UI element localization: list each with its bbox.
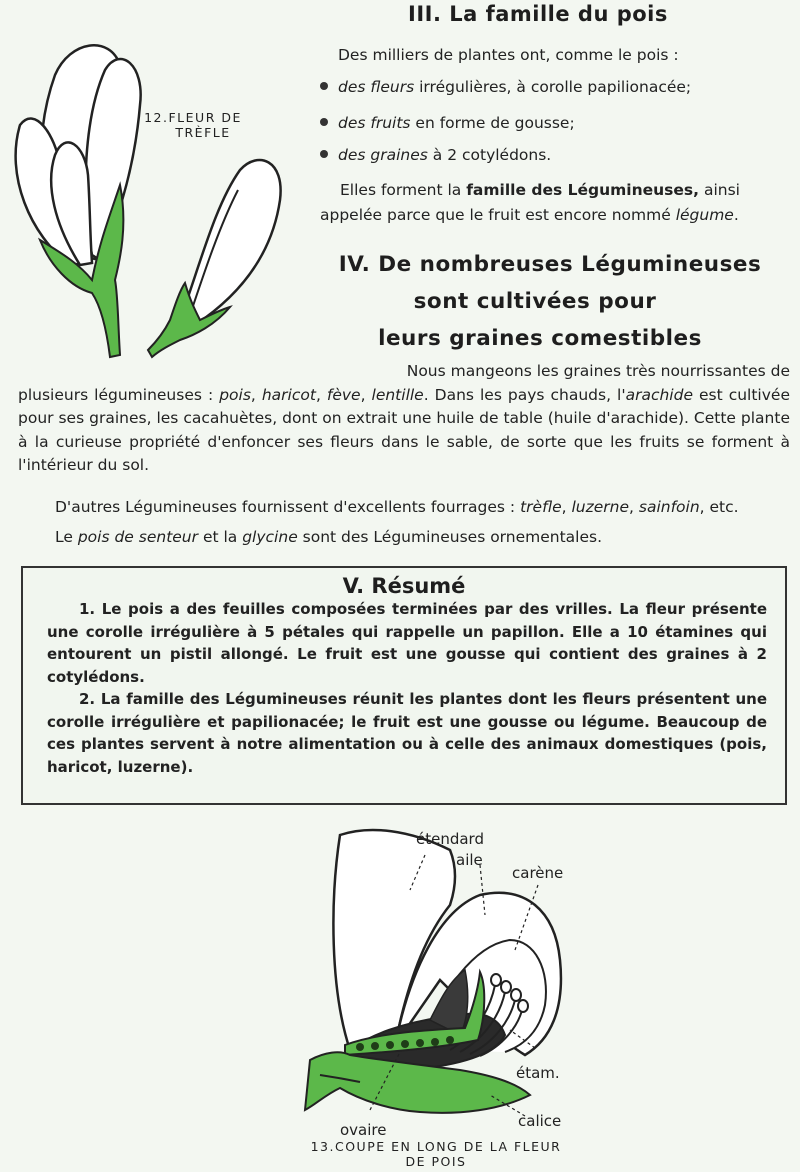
p3-pois-de-senteur: pois de senteur [77,528,199,546]
conclusion-text: Elles forment la [340,181,467,199]
section-4-title-line1: IV. De nombreuses Légumineuses [338,252,762,277]
p1-pois: pois [219,385,251,404]
resume-box [21,566,787,805]
section-4-paragraph-3 [55,526,795,549]
section-4-title-line2: sont cultivées pour [413,289,657,314]
conclusion-legume: légume [675,206,734,224]
p2-text: , [561,498,572,516]
bullet-item [320,114,575,132]
clover-flower-illustration [0,25,300,365]
bullet-emphasis: des fruits [338,114,411,132]
label-carene: carène [512,864,564,882]
figure-12-caption-line1: 12.FLEUR DE [144,110,242,125]
p1-text: est cultivée pour ses graines, les cacahuètes, dont on extrait une huile de table (huile d'arachide). Cette plante à la curieuse propriété d'enfoncer ses fleurs dans le sable, de sorte que les fruits se forment à l'intérieur du sol. [18,385,790,474]
p3-text: sont des Légumineuses ornementales. [297,528,603,546]
section-4-p1-first-line: Nous mangeons les graines très nourrissantes de [406,362,790,380]
p3-text: et la [198,528,243,546]
section-3-intro: Des milliers de plantes ont, comme le pois : [338,46,679,64]
bullet-dot [320,118,328,126]
bullet-item [320,146,551,164]
bullet-text: irrégulières, à corolle papilionacée; [414,78,692,96]
conclusion-text: ainsi [699,181,740,199]
bullet-text: à 2 cotylédons. [427,146,552,164]
figure-12-caption-line2: TRÈFLE [175,125,231,140]
bullet-text: en forme de gousse; [410,114,575,132]
figure-13-caption-line1: 13.COUPE EN LONG DE LA FLEUR [310,1139,562,1154]
resume-title: V. Résumé [342,574,466,598]
conclusion-family-name: famille des Légumineuses, [466,181,700,199]
p1-lentille: lentille [371,385,424,404]
p2-text: , etc. [699,498,739,516]
label-calice: calice [518,1112,562,1130]
label-etamines: étam. [516,1064,560,1082]
section-3-conclusion [320,179,790,227]
section-4-title [300,246,800,357]
p1-text: , [315,385,327,404]
conclusion-text: . [733,206,739,224]
bullet-emphasis: des graines [338,146,428,164]
p1-arachide: arachide [625,385,693,404]
label-aile: aile [456,851,483,869]
p1-text: . Dans les pays chauds, l' [423,385,626,404]
p2-text: D'autres Légumineuses fournissent d'excellents fourrages : [55,498,521,516]
figure-13-caption-line2: DE POIS [405,1154,467,1169]
resume-text [47,598,767,778]
section-4-title-line3: leurs graines comestibles [378,326,702,351]
p2-text: , [629,498,639,516]
bullet-dot [320,82,328,90]
bullet-emphasis: des fleurs [338,78,415,96]
section-3-title: III. La famille du pois [408,2,668,26]
p3-text: Le [55,528,78,546]
section-4-paragraph-1 [18,360,790,478]
figure-13-caption [286,1139,586,1169]
p2-luzerne: luzerne [571,498,630,516]
conclusion-text: appelée parce que le fruit est encore nommé [320,206,676,224]
p1-text: , [360,385,372,404]
label-etendard: étendard [416,830,484,848]
bullet-dot [320,150,328,158]
p1-text: plusieurs légumineuses : [18,385,220,404]
p1-feve: fève [326,385,361,404]
figure-12-caption [118,110,268,140]
bullet-item [320,78,691,96]
label-ovaire: ovaire [340,1121,387,1139]
p2-trefle: trèfle [520,498,562,516]
p3-glycine: glycine [242,528,298,546]
p1-haricot: haricot [261,385,316,404]
p1-text: , [250,385,262,404]
p2-sainfoin: sainfoin [638,498,700,516]
resume-paragraph-1: 1. Le pois a des feuilles composées terminées par des vrilles. La fleur présente une corolle irrégulière à 5 pétales qui rappelle un papillon. Elle a 10 étamines qui entourent un pistil allongé. Le fruit est une gousse qui contient des graines à 2 cotylédons. [47,600,767,686]
section-4-paragraph-2 [55,496,795,519]
resume-paragraph-2: 2. La famille des Légumineuses réunit les plantes dont les fleurs présentent une corolle irrégulière et papilionacée; le fruit est une gousse ou légume. Beaucoup de ces plantes servent à notre alimentation ou à celle des animaux domestiques (pois, haricot, luzerne). [47,690,767,776]
